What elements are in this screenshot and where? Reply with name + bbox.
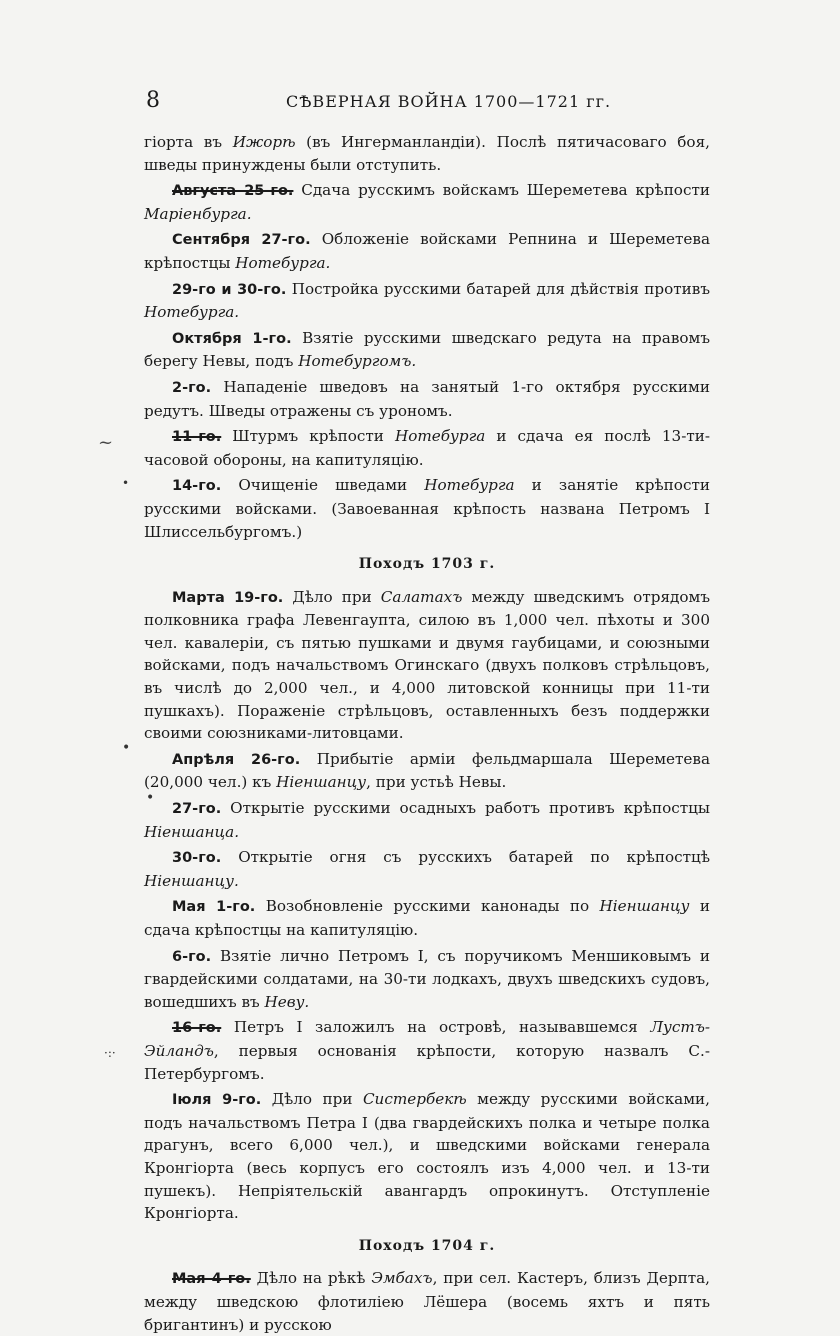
- entry-date: Апрѣля 26-го.: [172, 751, 301, 768]
- entry-place-name: Нотебургомъ.: [298, 352, 417, 371]
- margin-handwritten-scribble: ~: [98, 432, 114, 453]
- entry-place-name: Ніеншанца.: [144, 822, 240, 841]
- page-number: 8: [146, 88, 160, 113]
- margin-dot-mark: •: [146, 790, 155, 806]
- entry-text: Обложеніе войсками Репнина и Шереметева крѣпостцы: [144, 230, 710, 272]
- campaign-heading: Походъ 1704 г.: [358, 1237, 496, 1254]
- entry-text: Нападеніе шведовъ на занятый 1-го октября русскими редутъ. Шведы отражены съ урономъ.: [144, 377, 710, 420]
- entry-date: 27-го.: [172, 801, 222, 818]
- entry-date: 2-го.: [172, 379, 212, 396]
- entry-text: и сдача ея послѣ 13-ти-часовой обороны, на капитуляцію.: [144, 427, 710, 469]
- entry-text: и занятіе крѣпости русскими войсками. (Завоеванная крѣпость названа Петромъ I Шлиссельбургомъ.): [144, 476, 710, 541]
- entry-place-name: Салатахъ: [380, 587, 463, 606]
- entry-text: (въ Ингерманландіи). Послѣ пятичасоваго боя, шведы принуждены были отступить.: [144, 133, 710, 174]
- document-body: [144, 128, 710, 1336]
- entry-place-name: Неву.: [264, 992, 310, 1011]
- entry-place-name: Эмбахъ: [371, 1269, 433, 1288]
- page-header: [138, 88, 708, 118]
- entry-text: Очищеніе шведами: [221, 476, 425, 495]
- entry-text: Сдача русскимъ войскамъ Шереметева крѣпости: [293, 181, 710, 200]
- entry-date: 14-го.: [172, 478, 222, 495]
- entry-place-name: Ніеншанцу: [599, 897, 690, 916]
- chronicle-entry: [144, 425, 710, 471]
- entry-date: 16-го.: [172, 1020, 222, 1037]
- chronicle-entry: [144, 748, 710, 794]
- entry-date: Мая 1-го.: [172, 899, 256, 916]
- margin-dot-mark: •: [122, 740, 131, 756]
- entry-text: Открытіе русскими осадныхъ работъ противъ крѣпостцы: [221, 799, 710, 818]
- chronicle-entry: [144, 376, 710, 422]
- margin-dot-mark: •: [122, 476, 130, 490]
- margin-dot-mark: ·:·: [104, 1046, 116, 1060]
- chronicle-entry: [144, 179, 710, 225]
- entry-text: , при сел. Кастеръ, близъ Дерпта, между шведскою флотиліею Лёшера (восемь яхтъ и пять бригантинъ) и русскою: [144, 1269, 710, 1334]
- entry-text: Дѣло при: [283, 587, 381, 606]
- entry-text: Дѣло при: [261, 1090, 363, 1109]
- entry-text: Открытіе огня съ русскихъ батарей по крѣпостцѣ: [221, 848, 710, 867]
- entry-text: Дѣло на рѣкѣ: [250, 1269, 372, 1288]
- entry-date: Іюля 9-го.: [172, 1092, 262, 1109]
- chronicle-entry: [144, 846, 710, 892]
- entry-place-name: Ніеншанцу: [276, 773, 367, 792]
- entry-date: Марта 19-го.: [172, 589, 284, 606]
- entry-place-name: Нотебурга: [424, 476, 515, 495]
- chronicle-entry: [144, 586, 710, 745]
- campaign-heading: Походъ 1703 г.: [358, 556, 496, 573]
- entry-date: Августа 25-го.: [172, 183, 294, 200]
- entry-date: 11-го.: [172, 429, 222, 446]
- entry-date: 6-го.: [172, 948, 212, 965]
- entry-text: Возобновленіе русскими канонады по: [255, 897, 600, 916]
- entry-place-name: Лустъ-Эйландъ: [144, 1018, 710, 1060]
- entry-place-name: Ніеншанцу.: [144, 871, 239, 890]
- entry-place-name: Систербекѣ: [362, 1090, 467, 1109]
- entry-text: Прибытіе арміи фельдмаршала Шереметева (20,000 чел.) къ: [144, 749, 710, 792]
- entry-text: между русскими войсками, подъ начальствомъ Петра I (два гвардейскихъ полка и четыре полка драгунъ, всего 6,000 чел.), и шведскими войсками генерала Кронгіорта (весь корпусъ его состоялъ изъ 4,000 чел. и 13-ти пушекъ). Непріятельскій авангардъ опрокинутъ. Отступленіе Кронгіорта.: [144, 1090, 710, 1223]
- entry-date: Мая 4-го.: [172, 1271, 251, 1288]
- chronicle-entry: [144, 895, 710, 941]
- entry-date: 30-го.: [172, 850, 222, 867]
- entry-place-name: Нотебурга: [394, 427, 486, 446]
- entry-text: гіорта въ: [144, 133, 233, 151]
- entry-date: Сентября 27-го.: [172, 232, 311, 249]
- chronicle-entry: [144, 228, 710, 274]
- entry-place-name: Нотебурга.: [144, 303, 240, 322]
- entry-text: , при устьѣ Невы.: [366, 773, 507, 792]
- entry-text: , первыя основанія крѣпости, которую назвалъ С.-Петербургомъ.: [144, 1041, 710, 1083]
- chronicle-entry: [144, 131, 710, 176]
- chronicle-entry: [144, 278, 710, 324]
- entry-place-name: Ижорѣ: [232, 133, 296, 151]
- chronicle-entry: [144, 327, 710, 373]
- entry-text: Взятіе лично Петромъ I, съ поручикомъ Меншиковымъ и гвардейскими солдатами, на 30-ти лодкахъ, двухъ шведскихъ судовъ, вошедшихъ въ: [144, 946, 710, 1011]
- entry-date: Октября 1-го.: [172, 330, 292, 347]
- chronicle-entry: [144, 1016, 710, 1085]
- chronicle-entry: [144, 797, 710, 843]
- chronicle-entry: [144, 945, 710, 1014]
- entry-text: Штурмъ крѣпости: [221, 427, 395, 446]
- entry-place-name: Нотебурга.: [235, 253, 331, 272]
- chronicle-entry: [144, 1088, 710, 1225]
- entry-text: Петръ I заложилъ на островѣ, называвшемся: [221, 1018, 651, 1037]
- entry-text: Постройка русскими батарей для дѣйствія противъ: [286, 279, 711, 298]
- chronicle-entry: [144, 474, 710, 543]
- running-title: СѢВЕРНАЯ ВОЙНА 1700—1721 гг.: [286, 92, 612, 111]
- entry-text: Взятіе русскими шведскаго редута на правомъ берегу Невы, подъ: [144, 328, 710, 371]
- entry-place-name: Маріенбурга.: [144, 204, 252, 223]
- entry-text: и сдача крѣпостцы на капитуляцію.: [144, 897, 710, 939]
- entry-text: между шведскимъ отрядомъ полковника графа Левенгаупта, силою въ 1,000 чел. пѣхоты и 300 чел. кавалеріи, съ пятью пушками и двумя гаубицами, и союзными войсками, подъ начальствомъ Огинскаго (двухъ полковъ стрѣльцовъ, въ числѣ до 2,000 чел., и 4,000 литовской конницы при 11-ти пушкахъ). Пораженіе стрѣльцовъ, оставленныхъ безъ поддержки своими союзниками-литовцами.: [144, 587, 711, 743]
- chronicle-entry: [144, 1267, 710, 1336]
- entry-date: 29-го и 30-го.: [172, 281, 287, 298]
